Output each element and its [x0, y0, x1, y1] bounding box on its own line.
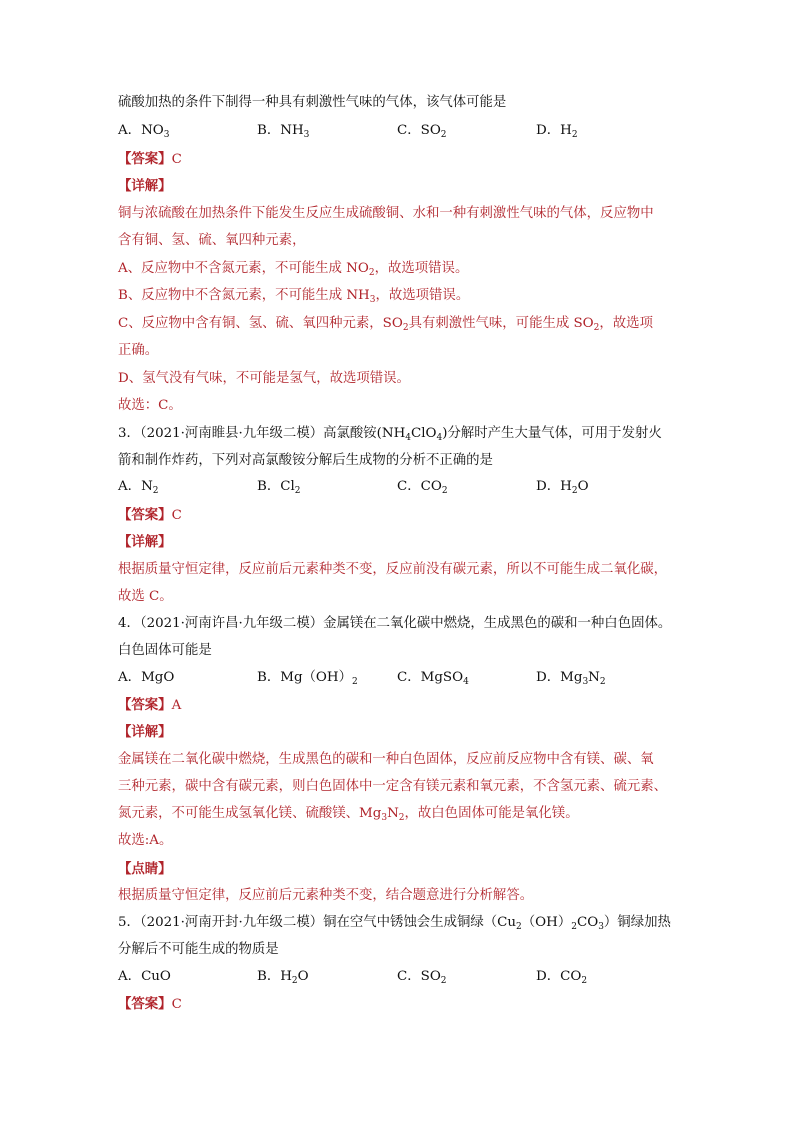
q2-option-d: D．$H_2$ [536, 123, 578, 140]
q4-stem-line2: 白色固体可能是 [118, 643, 212, 658]
q4-stem-line1: 4．（2021·河南许昌·九年级二模）金属镁在二氧化碳中燃烧，生成黑色的碳和一种白色固体。 [118, 616, 672, 631]
q4-detail-line2: 三种元素，碳中含有碳元素，则白色固体中一定含有镁元素和氧元素，不含氢元素、硫元素、 [118, 779, 668, 794]
q3-option-b: B．$Cl_2$ [257, 479, 301, 496]
q2-analysis-b: B、反应物中不含氮元素，不可能生成 $NH_3$，故选项错误。 [118, 288, 470, 305]
q2-analysis-c: C、反应物中含有铜、氢、硫、氧四种元素，$SO_2$具有刺激性气味，可能生成 $SO_2$，故选项 [118, 316, 653, 333]
q2-detail-line2: 含有铜、氢、硫、氧四种元素， [118, 233, 306, 248]
q2-analysis-a: A、反应物中不含氮元素，不可能生成 $NO_2$，故选项错误。 [118, 261, 469, 278]
q5-stem-line2: 分解后不可能生成的物质是 [118, 942, 279, 957]
q5-option-d: D．$CO_2$ [536, 969, 588, 986]
q2-answer: 【答案】C [118, 151, 182, 167]
q4-tip-heading: 【点睛】 [118, 861, 172, 877]
q4-detail-heading: 【详解】 [118, 724, 172, 740]
q4-choose: 故选:A。 [118, 833, 173, 848]
q2-option-b: B．$NH_3$ [257, 123, 310, 140]
q5-answer: 【答案】C [118, 996, 182, 1012]
q4-option-c: C．MgSO$_4$ [397, 670, 469, 687]
q5-stem-line1: 5．（2021·河南开封·九年级二模）铜在空气中锈蚀会生成铜绿$(Cu_2(OH)_2CO_3)$铜绿加热 [118, 915, 671, 932]
q5-option-c: C．$SO_2$ [397, 969, 447, 986]
q2-detail-line1: 铜与浓硫酸在加热条件下能发生反应生成硫酸铜、水和一种有刺激性气味的气体，反应物中 [118, 206, 654, 221]
q2-detail-heading: 【详解】 [118, 178, 172, 194]
q3-detail-heading: 【详解】 [118, 534, 172, 550]
q3-detail-line2: 故选 C。 [118, 589, 173, 604]
q3-option-c: C．$CO_2$ [397, 479, 448, 496]
q2-analysis-c-cont: 正确。 [118, 343, 159, 358]
q5-option-b: B．$H_2O$ [257, 969, 309, 986]
q3-stem-line1: 3．（2021·河南睢县·九年级二模）高氯酸铵$(NH_4ClO_4)$分解时产生大量气体，可用于发射火 [118, 426, 662, 443]
q4-tip: 根据质量守恒定律，反应前后元素种类不变，结合题意进行分析解答。 [118, 888, 534, 903]
q3-stem-line2: 箭和制作炸药，下列对高氯酸铵分解后生成物的分析不正确的是 [118, 453, 493, 468]
q4-option-a: A．MgO [118, 670, 175, 685]
q3-detail-line1: 根据质量守恒定律，反应前后元素种类不变，反应前没有碳元素，所以不可能生成二氧化碳， [118, 562, 668, 577]
q4-option-b: B．$Mg(OH)_2$ [257, 670, 358, 687]
q2-analysis-d: D、氢气没有气味，不可能是氢气，故选项错误。 [118, 371, 410, 386]
q4-option-d: D．$Mg_3N_2$ [536, 670, 606, 687]
q3-answer: 【答案】C [118, 507, 182, 523]
q2-choose: 故选：C。 [118, 398, 182, 413]
q5-option-a: A．CuO [118, 969, 171, 984]
q4-detail-line1: 金属镁在二氧化碳中燃烧，生成黑色的碳和一种白色固体，反应前反应物中含有镁、碳、氧 [118, 752, 654, 767]
q3-option-d: D．$H_2O$ [536, 479, 589, 496]
q4-detail-line3: 氮元素，不可能生成氢氧化镁、硫酸镁、$Mg_3N_2$，故白色固体可能是氧化镁。 [118, 806, 579, 823]
q4-answer: 【答案】A [118, 697, 182, 713]
q2-option-c: C．$SO_2$ [397, 123, 447, 140]
q2-stem: 硫酸加热的条件下制得一种具有刺激性气味的气体，该气体可能是 [118, 95, 507, 110]
q3-option-a: A．$N_2$ [118, 479, 159, 496]
q2-option-a: A．$NO_3$ [118, 123, 170, 140]
